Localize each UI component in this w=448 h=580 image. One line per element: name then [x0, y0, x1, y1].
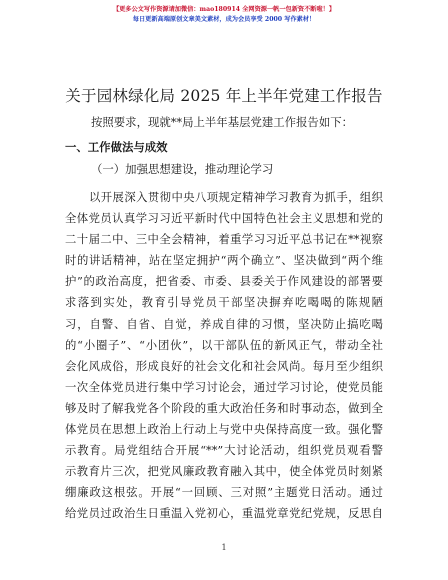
- body-line: 够及时了解我党各个阶段的重大政治任务和时事动态，做到全: [65, 400, 383, 415]
- body-line: 护”的政治高度，把省委、市委、县委关于作风建设的部署要: [65, 274, 383, 289]
- intro-paragraph: 按照要求，现就**局上半年基层党建工作报告如下：: [91, 115, 353, 129]
- body-line: 习，自警、自省、自觉，养成自律的习惯，坚决防止搞吃喝: [65, 316, 383, 331]
- body-line: 求落到实处，教育引导党员干部坚决摒弃吃喝喝的陈规陋: [65, 295, 383, 310]
- promo-banner-line1: 【更多公文写作资源请加微信：mao180914 全网资源一帆一包新资不断啦！】: [112, 6, 336, 13]
- body-line: 二十届二中、三中全会精神，着重学习习近平总书记在**视察: [65, 232, 383, 247]
- body-line: 会化风成俗，形成良好的社会文化和社会风尚。每月至少组织: [65, 358, 383, 373]
- document-title: 关于园林绿化局 2025 年上半年党建工作报告: [65, 87, 383, 105]
- body-line: 绷廉政这根弦。开展“一回顾、三对照”主题党日活动。通过: [65, 485, 383, 500]
- promo-banner-line2: 每日更新高端原创文章美文素材，成为会员享受 2000 写作素材！: [132, 16, 316, 23]
- body-line: 一次全体党员进行集中学习讨论会，通过学习讨论，使党员能: [65, 379, 383, 394]
- body-line: 给党员过政治生日重温入党初心，重温党章党纪党规，反思自: [65, 506, 383, 521]
- body-paragraph: [65, 187, 383, 525]
- body-line: 示教育片三次，把党风廉政教育融入其中，使全体党员时刻紧: [65, 464, 383, 479]
- body-line: 以开展深入贯彻中央八项规定精神学习教育为抓手，组织: [89, 190, 383, 204]
- subsection-heading: （一）加强思想建设，推动理论学习: [91, 162, 274, 176]
- body-line: 的“小圈子”、“小团伙”，以干部队伍的新风正气，带动全社: [65, 337, 383, 352]
- body-line: 示教育。局党组结合开展“**”大讨论活动，组织党员观看警: [65, 443, 383, 458]
- section-heading: 一、工作做法与成效: [65, 140, 168, 154]
- body-line: 全体党员认真学习习近平新时代中国特色社会主义思想和党的: [65, 211, 383, 226]
- body-line: 时的讲话精神，站在坚定拥护“两个确立”、坚决做到“两个维: [65, 253, 383, 268]
- body-line: 体党员在思想上政治上行动上与党中央保持高度一致。强化警: [65, 422, 383, 437]
- page-number: 1: [221, 543, 227, 552]
